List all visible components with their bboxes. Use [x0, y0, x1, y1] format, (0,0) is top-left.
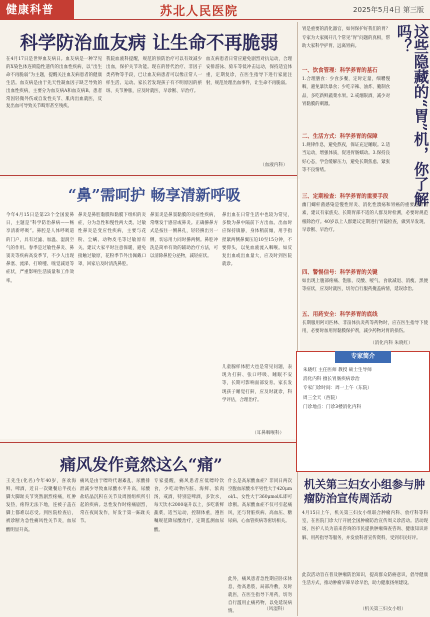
- article2-credit: （耳鼻咽喉科）: [252, 431, 285, 436]
- article4-s3-text: 幽门螺杆菌感染是慢性胃炎、消化性溃疡和胃癌的重要危险因素，建议有家族史、长期胃部不适的人群及时检测，必要时规范根除治疗。40岁以上人群建议定期进行胃镜检查，做到早发现、早诊断、早治疗。: [302, 203, 428, 234]
- article2-col3: 鼻窦炎是鼻窦黏膜的炎症性疾病，常继发于感冒或鼻炎。正确擤鼻方式是按住一侧鼻孔，轻轻擤出另一侧，切忌用力同时擤两侧。鼻腔冲洗是简单有效的辅助治疗方法，可以清除鼻腔分泌物，减轻症状。: [150, 213, 218, 260]
- article4-title-1: 这些隐藏的“胃”机，你了解吗？: [395, 24, 430, 207]
- article1-col1: 在4月17日是世界血友病日。血友病是一种罕见的X染色体连锁隐性遗传的出血性疾病，以“出生命不再脆弱”为主题，提醒关注血友病患者的健康生活。血友病是由于先天性凝血因子缺乏导致的出血性疾病，主要分为血友病A和血友病B。患者常因轻微外伤或自发性关节、肌肉出血就医，反复出血可导致关节畸形甚至残疾。: [6, 57, 102, 110]
- article3-title: 痛风发作竟然这么“痛”: [60, 455, 223, 474]
- article2-col1: 今年4月15日是第23个全国爱鼻日，主题是“科学防治鼻病——畅享清新呼吸”。鼻腔是人体呼吸道的门户，具有过滤、加温、湿润空气的作用。春季是过敏性鼻炎、鼻窦炎等疾病高发季节，不少人出现鼻塞、流涕、打喷嚏、嗅觉减退等症状，严重影响生活质量和工作效率。: [6, 213, 74, 284]
- article4-s2-text: 1.规律作息，避免熬夜，保证充足睡眠。2.适当运动，增强体质，促进胃肠蠕动。3.保持良好心态，学会缓解压力，避免长期焦虑、紧张等不良情绪。: [302, 143, 390, 174]
- article4-s5-text: 长期服用阿司匹林、非甾体抗炎药等药物时，应在医生指导下使用，必要时加用胃黏膜保护剂，减少药物对胃的损伤。: [302, 321, 428, 335]
- hospital-logo: 苏北人民医院: [160, 4, 239, 18]
- article1-col3: 血友病患者日常应避免剧烈对抗运动，合理安排游泳、骑车等低冲击运动，保持适宜体重，定期复诊，在医生指导下进行家庭注射，规范处理出血事件，让生命不再脆弱。: [206, 57, 292, 86]
- article4-s4: 四、警惕信号：科学养胃的关键: [302, 270, 378, 276]
- article2-title: “鼻”需呵护 畅享清新呼吸: [68, 186, 241, 204]
- article5-credit: （机关第三妇女小组）: [360, 607, 406, 612]
- expert-info-box: [296, 351, 430, 472]
- article3-col1: 王先生(化名)今年40岁，喜欢海鲜、啤酒，近日一次聚餐后半夜右脚大脚趾关节突然剧烈疼痛，红肿发热，疼得无法下地，连被子盖在脚上都难以忍受。到医院检查后，被诊断为急性痛风性关节炎，血尿酸明显升高。: [6, 479, 76, 533]
- article4-s5: 五、用药安全：科学养胃的底线: [302, 312, 378, 318]
- article2-col4: 鼻出血在日常生活中也较为常见，多数为鼻中隔前下方出血。出血时应保持镇静，身体稍前倾，用手指捏紧两侧鼻翼压迫10至15分钟，不要仰头，以免血液流入咽喉。如反复出血或出血量大，应及时到医院就诊。: [222, 213, 292, 268]
- info-line: 专家门诊时间：周一上午（东院）: [303, 386, 372, 392]
- article4-intro: 胃是重要的消化器官，如何保护好我们的胃？专家为大家揭开几个常见“胃”问题的真相，帮助大家科学护胃、远离胃病。: [302, 27, 390, 50]
- expert-tag: 专家简介: [335, 351, 391, 363]
- article2-col4b: 儿童腺样体肥大也是常见问题，表现为打鼾、张口呼吸、睡眠不安等，长期可影响面部发育。家长发现孩子睡觉打鼾，应及时就诊，科学评估，合理治疗。: [222, 365, 292, 403]
- article5-text-2: 此次活动旨在普及肿瘤防治知识，提高群众防癌意识，倡导健康生活方式，推动肿瘤早筛早诊早治，助力健康扬州建设。: [302, 573, 428, 587]
- article4-s1-text: 1.合理膳食：少食多餐，定时定量，细嚼慢咽，避免暴饮暴食；少吃辛辣、油炸、腌制食品，多吃新鲜蔬菜水果。2.戒烟限酒，减少对胃黏膜的刺激。: [302, 77, 390, 108]
- article4-s4-text: 如出现上腹部疼痛、饱胀、反酸、嗳气、食欲减退、消瘦、黑便等症状，应及时就医，切勿自行服药掩盖病情，延误诊治。: [302, 279, 428, 293]
- article1-title: 科学防治血友病 让生命不再脆弱: [20, 33, 279, 54]
- divider: [0, 442, 298, 443]
- article3-col4b: 此外，痛风患者急性期应卧床休息，抬高患肢，局部冷敷，及时就医，在医生指导下用药，切勿自行滥用止痛药物，以免延误病情。: [228, 577, 292, 615]
- article2-col2: 鼻炎是鼻腔黏膜和黏膜下组织的炎症，分为急性和慢性两大类。过敏性鼻炎是变应性疾病，主要与花粉、尘螨、动物皮毛等过敏原有关。建议大家平时注意保暖，避免接触过敏原，花粉季节外出佩戴口罩，回家后及时清洗鼻腔。: [78, 213, 146, 268]
- issue-date: 2025年5月4日 第三版: [353, 6, 424, 14]
- info-line: 门诊地点：门诊3楼消化内科: [303, 404, 362, 410]
- article1-credit: （血液内科）: [260, 163, 288, 168]
- section-label: 健康科普: [0, 0, 74, 20]
- article5-title: 机关第三妇女小组参与肿瘤防治宣传周活动: [304, 478, 425, 505]
- article3-col2: 痛风是由于嘌呤代谢紊乱、尿酸排泄减少导致血尿酸水平升高，尿酸盐结晶沉积在关节及周围组织所引起的疾病。急性发作时疼痛剧烈，常在夜间发作，好发于第一跖趾关节。: [80, 479, 150, 525]
- article4-s1: 一、饮食管理：科学养胃的基石: [302, 68, 378, 74]
- article4-s2: 二、生活方式：科学养胃的保障: [302, 134, 378, 140]
- masthead: [0, 0, 430, 20]
- info-line: 周三全天（西院）: [303, 395, 340, 401]
- info-line: 消化内科 擅长胃肠疾病诊治: [303, 377, 360, 383]
- info-line: 朱晓红 主任医师 教授 硕士生导师: [303, 368, 372, 373]
- article3-col3: 专家提醒，痛风患者应低嘌呤饮食，少吃动物内脏、海鲜、浓肉汤，戒酒，特别是啤酒，多饮水，每天饮水2000毫升以上，多吃新鲜蔬菜，适当运动，控制体重，遵医嘱规范降尿酸治疗，定期监测血尿酸。: [154, 479, 224, 533]
- column-divider: [297, 22, 298, 616]
- article4-s3: 三、定期检查：科学养胃的重要手段: [302, 194, 389, 200]
- divider: [0, 175, 298, 176]
- article5-text: 4月15日上午，机关第三妇女小组联合肿瘤内科、放疗科等科室，在医院门诊大厅开展全国肿瘤防治宣传周义诊活动。活动现场，医护人员为前来咨询的市民提供肿瘤筛查咨询、健康知识讲解、用药指导等服务，并发放科普宣传资料，受到市民好评。: [302, 511, 428, 541]
- article3-credit: （风湿科）: [264, 607, 287, 612]
- article1-col2: 我院血液科提醒，规范的预防治疗可以有效减少出血，保护关节功能。现在的替代治疗、非因子类药物等手段，已让血友病患者可以像正常人一样生活、运动。家长若发现孩子有不明原因的瘀斑、关节肿胀，应及时就医，早诊断、早治疗。: [106, 57, 202, 94]
- article3-col4: 什么是高尿酸血症？非同日两次空腹血尿酸水平男性大于420μmol/L、女性大于360μmol/L即可诊断。高尿酸血症不仅可引起痛风，还与肾脏疾病、高血压、糖尿病、心血管疾病等密切相关。: [228, 479, 292, 525]
- article4-credit: （消化内科 朱晓红）: [370, 341, 413, 346]
